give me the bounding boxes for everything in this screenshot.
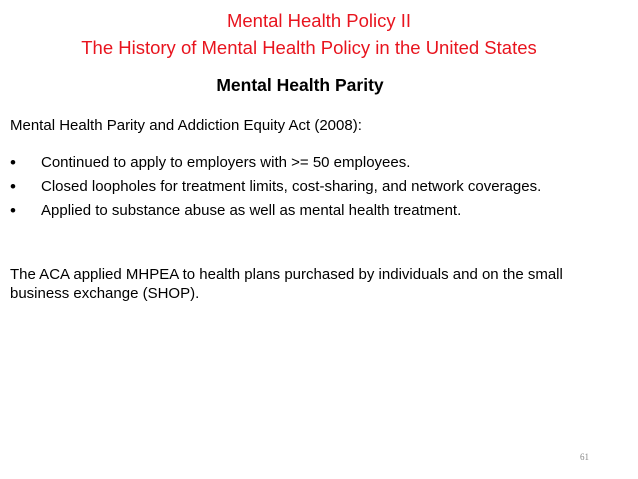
closing-paragraph: The ACA applied MHPEA to health plans purchased by individuals and on the small business exchange (SHOP). [10, 266, 563, 302]
bullet-list [10, 153, 570, 225]
slide-subtitle: Mental Health Parity [216, 75, 384, 95]
bullet-icon: • [10, 153, 16, 172]
slide-title-line-2: The History of Mental Health Policy in the United States [81, 37, 537, 58]
bullet-text: Applied to substance abuse as well as mental health treatment. [41, 202, 462, 219]
bullet-item [10, 153, 570, 172]
bullet-item [10, 177, 570, 196]
bullet-item [10, 201, 570, 220]
bullet-text: Closed loopholes for treatment limits, cost-sharing, and network coverages. [41, 178, 542, 195]
bullet-text: Continued to apply to employers with >= 50 employees. [41, 154, 411, 171]
bullet-icon: • [10, 201, 16, 220]
slide-title-line-1: Mental Health Policy II [226, 10, 412, 31]
page-number: 61 [580, 452, 589, 462]
bullet-icon: • [10, 177, 16, 196]
intro-text: Mental Health Parity and Addiction Equity Act (2008): [10, 117, 362, 134]
